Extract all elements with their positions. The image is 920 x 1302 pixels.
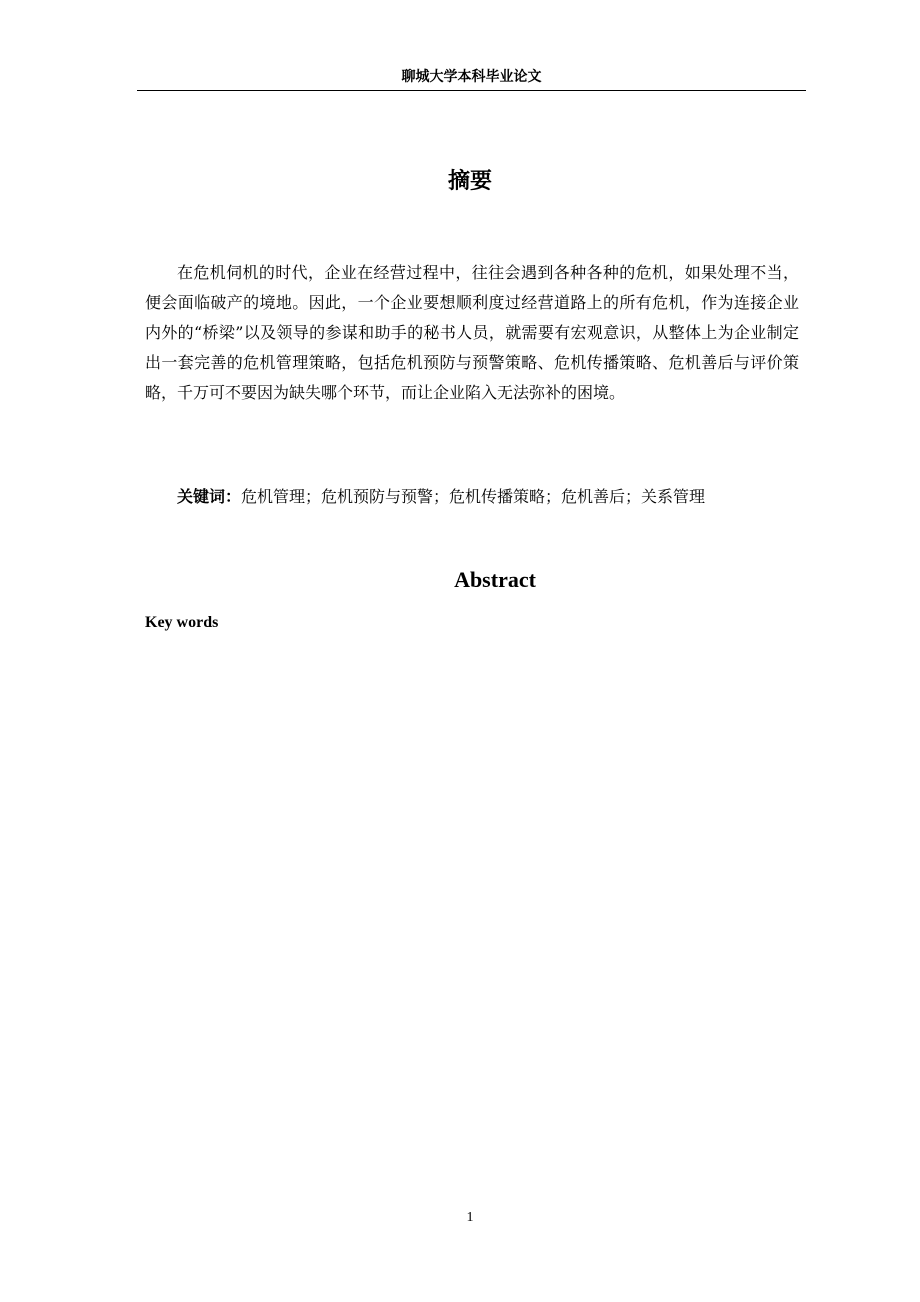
header-title: 聊城大学本科毕业论文 <box>401 69 542 85</box>
abstract-title-cn: 摘要 <box>447 169 492 194</box>
keywords-list-cn: 危机管理；危机预防与预警；危机传播策略；危机善后；关系管理 <box>241 487 706 506</box>
abstract-body-cn: 在危机伺机的时代，企业在经营过程中，往往会遇到各种各种的危机，如果处理不当，便会面临破产的境地。因此，一个企业要想顺利度过经营道路上的所有危机，作为连接企业内外的“桥梁”以及领导的参谋和助手的秘书人员，就需要有宏观意识，从整体上为企业制定出一套完善的危机管理策略，包括危机预防与预警策略、危机传播策略、危机善后与评价策略，千万可不要因为缺失哪个环节，而让企业陷入无法弥补的困境。 <box>145 263 799 402</box>
keywords-label-en: Key words <box>145 614 219 631</box>
page-number: 1 <box>466 1210 474 1225</box>
keywords-label-cn: 关键词： <box>177 487 242 506</box>
running-header <box>137 66 806 91</box>
abstract-title-en: Abstract <box>454 567 536 592</box>
keywords-cn <box>145 482 805 512</box>
